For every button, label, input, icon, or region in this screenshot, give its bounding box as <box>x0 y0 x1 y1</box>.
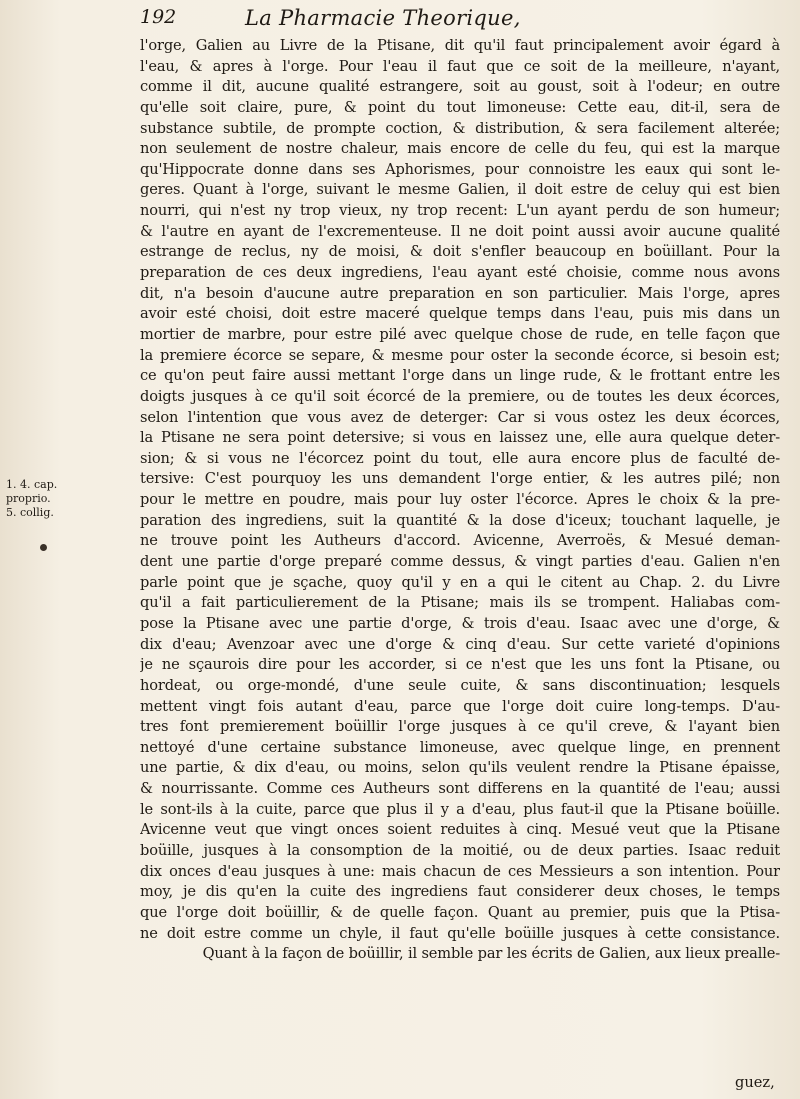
text-line: selon l'intention que vous avez de deterger: Car si vous ostez les deux écorces, <box>140 408 780 426</box>
margin-note-line: proprio. <box>6 492 51 505</box>
text-line: Quant à la façon de boüillir, il semble par les écrits de Galien, aux lieux prealle- <box>202 945 780 963</box>
text-line: ne trouve point les Autheurs d'accord. Avicenne, Averroës, & Mesué deman- <box>140 532 780 550</box>
text-line: & nourrissante. Comme ces Autheurs sont differens en la quantité de l'eau; aussi <box>140 780 780 798</box>
text-line: ne doit estre comme un chyle, il faut qu'elle boüille jusques à cette consistance. <box>140 924 780 942</box>
text-line: paration des ingrediens, suit la quantité & la dose d'iceux; touchant laquelle, je <box>140 511 780 529</box>
running-title: La Pharmacie Theorique, <box>245 6 521 30</box>
page-number: 192 <box>140 6 177 28</box>
text-line: dit, n'a besoin d'aucune autre preparation en son particulier. Mais l'orge, apres <box>140 284 780 302</box>
text-line: moy, je dis qu'en la cuite des ingrediens faut considerer deux choses, le temps <box>140 883 780 901</box>
page-header <box>140 6 780 34</box>
text-line: parle point que je sçache, quoy qu'il y en a qui le citent au Chap. 2. du Livre <box>140 573 780 591</box>
text-line: la premiere écorce se separe, & mesme pour oster la seconde écorce, si besoin est; <box>140 346 780 364</box>
text-line: geres. Quant à l'orge, suivant le mesme Galien, il doit estre de celuy qui est bien <box>140 181 780 199</box>
text-line: ce qu'on peut faire aussi mettant l'orge dans un linge rude, & le frottant entre les <box>140 367 780 385</box>
text-line: tersive: C'est pourquoy les uns demandent l'orge entier, & les autres pilé; non <box>140 470 780 488</box>
text-line: boüille, jusques à la consomption de la moitié, ou de deux parties. Isaac reduit <box>140 841 780 859</box>
text-line: une partie, & dix d'eau, ou moins, selon qu'ils veulent rendre la Ptisane épaisse, <box>140 759 780 777</box>
text-line: le sont-ils à la cuite, parce que plus il y a d'eau, plus faut-il que la Ptisane boüille. <box>140 800 780 818</box>
text-line: qu'il a fait particulierement de la Ptisane; mais ils se trompent. Haliabas com- <box>140 594 780 612</box>
text-line: & l'autre en ayant de l'excrementeuse. Il ne doit point aussi avoir aucune qualité <box>140 222 780 240</box>
text-line: hordeat, ou orge-mondé, d'une seule cuite, & sans discontinuation; lesquels <box>140 676 780 694</box>
text-line: comme il dit, aucune qualité estrangere, soit au goust, soit à l'odeur; en outre <box>140 78 780 96</box>
text-line: qu'Hippocrate donne dans ses Aphorismes, pour connoistre les eaux qui sont le- <box>140 160 780 178</box>
text-line: pour le mettre en poudre, mais pour luy oster l'écorce. Apres le choix & la pre- <box>140 491 780 509</box>
text-line: preparation de ces deux ingrediens, l'eau ayant esté choisie, comme nous avons <box>140 264 780 282</box>
text-line: substance subtile, de prompte coction, & distribution, & sera facilement alterée; <box>140 119 780 137</box>
text-line: tres font premierement boüillir l'orge jusques à ce qu'il creve, & l'ayant bien <box>140 718 780 736</box>
margin-note <box>6 478 62 520</box>
text-line: dent une partie d'orge preparé comme dessus, & vingt parties d'eau. Galien n'en <box>140 553 780 571</box>
text-line: que l'orge doit boüillir, & de quelle façon. Quant au premier, puis que la Ptisa- <box>140 903 780 921</box>
text-line: je ne sçaurois dire pour les accorder, si ce n'est que les uns font la Ptisane, ou <box>140 656 780 674</box>
text-line: nourri, qui n'est ny trop vieux, ny trop recent: L'un ayant perdu de son humeur; <box>140 202 780 220</box>
text-line: dix d'eau; Avenzoar avec une d'orge & cinq d'eau. Sur cette varieté d'opinions <box>140 635 780 653</box>
text-line: pose la Ptisane avec une partie d'orge, & trois d'eau. Isaac avec une d'orge, & <box>140 614 780 632</box>
catchword: guez, <box>735 1074 775 1091</box>
body-text <box>140 36 780 965</box>
text-line: doigts jusques à ce qu'il soit écorcé de la premiere, ou de toutes les deux écorces, <box>140 387 780 405</box>
text-line: non seulement de nostre chaleur, mais encore de celle du feu, qui est la marque <box>140 140 780 158</box>
text-line: estrange de reclus, ny de moisi, & doit s'enfler beaucoup en boüillant. Pour la <box>140 243 780 261</box>
text-line: qu'elle soit claire, pure, & point du tout limoneuse: Cette eau, dit-il, sera de <box>140 98 780 116</box>
text-line: la Ptisane ne sera point detersive; si vous en laissez une, elle aura quelque deter- <box>140 429 780 447</box>
text-line: avoir esté choisi, doit estre maceré quelque temps dans l'eau, puis mis dans un <box>140 305 780 323</box>
margin-note-line: 1. 4. cap. <box>6 478 58 491</box>
text-line: dix onces d'eau jusques à une: mais chacun de ces Messieurs a son intention. Pour <box>140 862 780 880</box>
margin-dot-icon <box>40 544 47 551</box>
text-line: nettoyé d'une certaine substance limoneuse, avec quelque linge, en prennent <box>140 738 780 756</box>
text-line: Avicenne veut que vingt onces soient reduites à cinq. Mesué veut que la Ptisane <box>140 821 780 839</box>
text-line: l'eau, & apres à l'orge. Pour l'eau il faut que ce soit de la meilleure, n'ayant, <box>140 57 780 75</box>
text-line: mettent vingt fois autant d'eau, parce que l'orge doit cuire long-temps. D'au- <box>140 697 780 715</box>
margin-note-line: 5. collig. <box>6 506 54 519</box>
text-line: sion; & si vous ne l'écorcez point du tout, elle aura encore plus de faculté de- <box>140 449 780 467</box>
text-line: l'orge, Galien au Livre de la Ptisane, dit qu'il faut principalement avoir égard à <box>140 37 780 54</box>
text-line: mortier de marbre, pour estre pilé avec quelque chose de rude, en telle façon que <box>140 325 780 343</box>
